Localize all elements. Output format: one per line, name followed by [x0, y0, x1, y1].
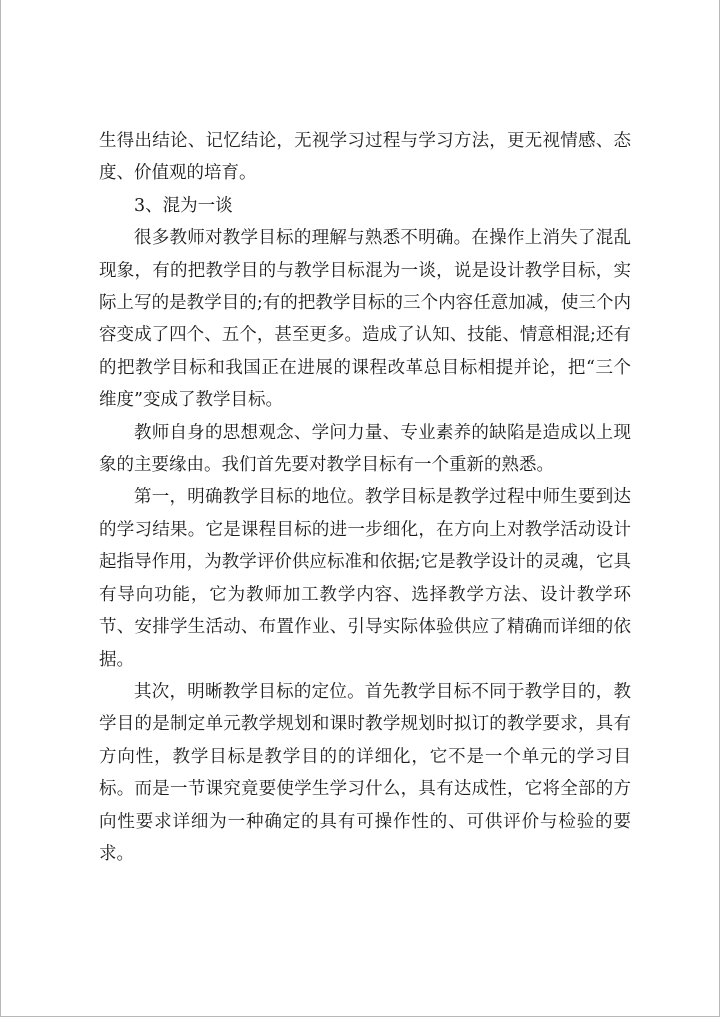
document-body [99, 125, 631, 870]
paragraph-cause: 教师自身的思想观念、学问力量、专业素养的缺陷是造成以上现象的主要缘由。我们首先要对教学目标有一个重新的熟悉。 [99, 422, 631, 476]
section-heading-3: 3、混为一谈 [134, 195, 233, 216]
paragraph-first-point: 第一，明确教学目标的地位。教学目标是教学过程中师生要到达的学习结果。它是课程目标的进一步细化，在方向上对教学活动设计起指导作用，为教学评价供应标准和依据;它是教学设计的灵魂，它具有导向功能，它为教师加工教学内容、选择教学方法、设计教学环节、安排学生活动、布置作业、引导实际体验供应了精确而详细的依据。 [99, 487, 631, 670]
paragraph-confusion: 很多教师对教学目标的理解与熟悉不明确。在操作上消失了混乱现象，有的把教学目的与教学目标混为一谈，说是设计教学目标，实际上写的是教学目的;有的把教学目标的三个内容任意加减，使三个内容变成了四个、五个，甚至更多。造成了认知、技能、情意相混;还有的把教学目标和我国正在进展的课程改革总目标相提并论，把“三个维度”变成了教学目标。 [99, 228, 631, 411]
paragraph-second-point: 其次，明晰教学目标的定位。首先教学目标不同于教学目的，教学目的是制定单元教学规划和课时教学规划时拟订的教学要求，具有方向性，教学目标是教学目的的详细化，它不是一个单元的学习目标。而是一节课究竟要使学生学习什么，具有达成性，它将全部的方向性要求详细为一种确定的具有可操作性的、可供评价与检验的要求。 [99, 681, 631, 864]
paragraph-continuation: 生得出结论、记忆结论，无视学习过程与学习方法，更无视情感、态度、价值观的培育。 [99, 131, 631, 184]
